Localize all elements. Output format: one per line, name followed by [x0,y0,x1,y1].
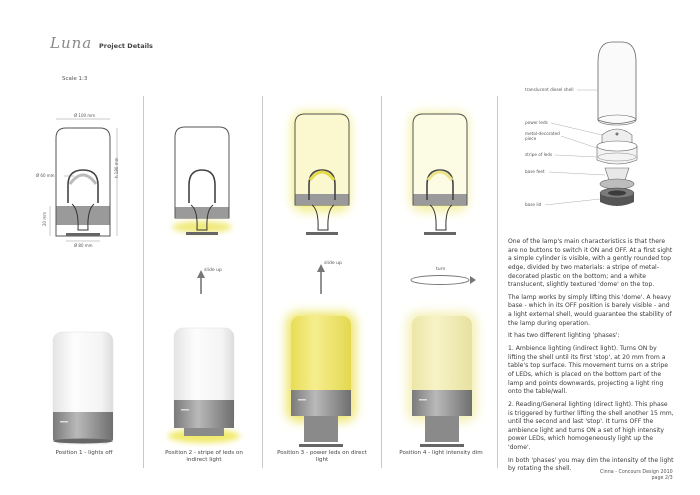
logo: Luna [50,34,93,52]
exploded-view [545,42,637,206]
action-slide-up: slide up [324,261,342,266]
paragraph: It has two different lighting 'phases': [508,332,620,340]
lamp-drawing-indirect [172,127,232,235]
footer-credit: Cinna - Concours Design 2010 [600,470,673,475]
lamp-drawing-dim [410,112,468,235]
description [508,238,674,478]
rotate-arrow-icon [411,276,476,285]
caption-position-2: Position 2 - stripe of leds on indirect light [165,450,243,463]
label-base-feet: base feet [525,169,545,174]
action-turn: turn [436,267,446,272]
dimension-width: Ø 100 mm [74,113,96,118]
lamp-render-direct [286,312,356,447]
caption-position-3: Position 3 - power leds on direct light [277,450,367,463]
lamp-drawing-dimensioned [50,119,117,241]
action-slide-up: slide up [204,268,222,273]
caption-position-4: Position 4 - light intensity dim [399,450,483,456]
arrow-up-icon [317,264,325,294]
lamp-drawing-direct [292,112,350,235]
label-base-lid: base lid [525,202,542,207]
dimension-base-height: 20 mm [42,211,47,226]
lamp-render-off [53,332,113,444]
paragraph: 1. Ambience lighting (indirect light). Turns ON by lifting the shell until its first 'stop', at 20 mm from a table's top surface. This movement turns on a stripe of LEDs, which is placed on the bottom part of the lamp and points downwards, projecting a light ring onto the table/wall. [508,345,669,396]
dimension-height: h 180 mm [114,157,119,178]
label-power-leds: power leds [525,120,548,125]
paragraph: 2. Reading/General lighting (direct light). This phase is triggered by further lifting the shell another 15 mm, until the second and last 'stop'. It turns OFF the ambience light and turns ON a set of high intensity power LEDs, which homogeneously light up the 'dome'. [508,400,674,452]
footer [600,470,673,482]
arrow-up-icon [197,270,205,294]
label-stripe-leds: stripe of leds [525,152,553,157]
page-number: page 2/3 [651,476,673,482]
dimension-base-width: Ø 80 mm [74,243,93,248]
label-metal-piece: metal-decorated piece [525,131,560,142]
paragraph: One of the lamp's main characteristics is that there are no buttons to switch it ON and OFF. At a first sight a simple cylinder is visible, with a gently rounded top edge, divided by two materials: a stripe of metal-decorated plastic on the bottom; and a white translucent, slightly textured 'dome' on the top. [508,238,673,289]
dimension-inner: Ø 60 mm [36,173,55,178]
page-title: Project Details [99,42,153,50]
caption-position-1: Position 1 - lights off [55,450,113,456]
scale-label: Scale 1:3 [62,76,88,82]
label-shell: translucent diesel shell [525,87,574,92]
paragraph: The lamp works by simply lifting this 'dome'. A heavy base - which in its OFF position is barely visible - and a light external shell, would guarantee the stability of the lamp during operation. [508,293,672,327]
paragraph: In both 'phases' you may dim the intensity of the light by rotating the shell. [508,456,674,473]
lamp-render-indirect [168,328,240,443]
lamp-render-dim [407,312,477,447]
